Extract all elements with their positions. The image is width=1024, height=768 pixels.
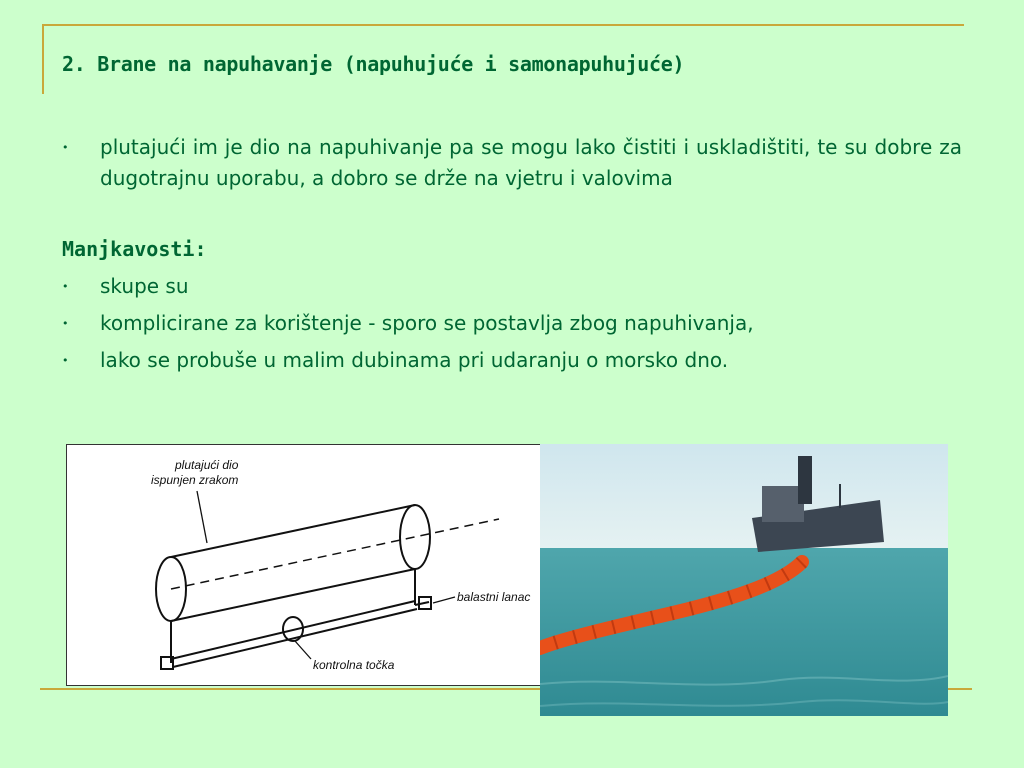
float-tube-bottom-edge — [171, 569, 415, 621]
drawback-item — [62, 308, 962, 339]
drawback-item — [62, 271, 962, 302]
tanker-superstructure — [762, 486, 804, 522]
leader-line-ballast — [433, 597, 455, 603]
label-float-line2: ispunjen zrakom — [151, 473, 239, 487]
boom-photo — [540, 444, 948, 716]
float-tube-back-end — [400, 505, 430, 569]
drawback-item — [62, 345, 962, 376]
leader-line-float — [197, 491, 207, 543]
bullet-marker: • — [62, 317, 69, 330]
label-ballast: balastni lanac — [457, 590, 531, 604]
intro-bullet — [62, 132, 962, 194]
bullet-marker: • — [62, 280, 69, 293]
tanker-funnel — [798, 456, 812, 504]
label-float-line1: plutajući dio — [175, 458, 239, 472]
intro-bullet-text: plutajući im je dio na napuhivanje pa se mogu lako čistiti i uskladištiti, te su dobre za dugotrajnu uporabu, a dobro se drže na vjetru i valovima — [100, 135, 962, 190]
ballast-pipe-top — [171, 601, 415, 659]
drawback-text: skupe su — [100, 274, 189, 298]
boom-diagram — [66, 444, 542, 686]
leader-line-checkpoint — [295, 641, 311, 659]
drawbacks-heading: Manjkavosti: — [62, 237, 207, 261]
float-tube-top-edge — [171, 505, 415, 557]
ballast-pipe-right-extension — [415, 602, 429, 605]
boom-diagram-drawing — [67, 445, 541, 685]
boom-axis-dashed — [171, 519, 499, 589]
boom-photo-drawing — [540, 444, 948, 716]
photo-sky — [540, 444, 948, 552]
slide-title: 2. Brane na napuhavanje (napuhujuće i samonapuhujuće) — [62, 52, 685, 76]
drawback-text: komplicirane za korištenje - sporo se postavlja zbog napuhivanja, — [100, 311, 754, 335]
frame-top-rule — [42, 24, 964, 26]
bullet-marker: • — [62, 141, 69, 154]
drawback-text: lako se probuše u malim dubinama pri udaranju o morsko dno. — [100, 348, 729, 372]
bullet-marker: • — [62, 354, 69, 367]
frame-left-rule — [42, 24, 44, 94]
label-checkpoint: kontrolna točka — [313, 658, 395, 672]
slide-body — [62, 132, 962, 376]
